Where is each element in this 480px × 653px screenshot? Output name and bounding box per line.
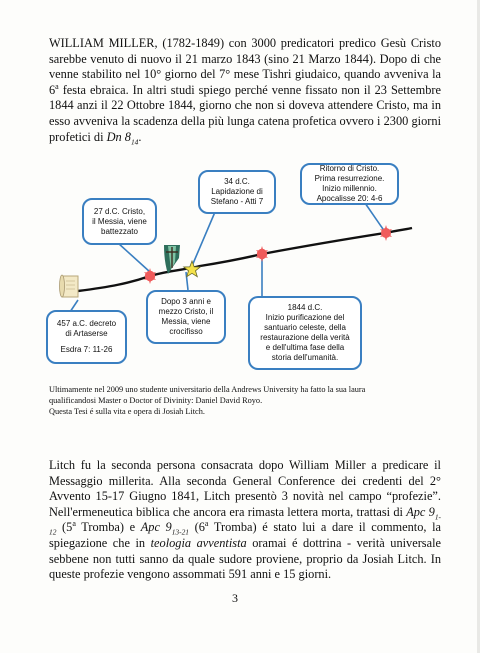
red-star-ritorno	[380, 225, 392, 241]
litch-text-a: Litch fu la seconda persona consacrata dopo William Miller a predicare il Messaggio millerita. Alla seconda General Conference dei credenti del 2° Avvento 15-17 Giugno 1841, Litch presentò 3 novità nel campo “profezie”. Nell'ermeneutica biblica che ancora era rimasta lettera morta, trattasi di	[49, 458, 441, 519]
connector-ritorno	[365, 203, 385, 232]
caption-line-3: Questa Tesi é sulla vita e opera di Josiah Litch.	[49, 407, 205, 416]
apc-reference-1: Apc 9	[406, 504, 435, 519]
page-number: 3	[232, 591, 238, 605]
connector-34	[192, 212, 215, 266]
red-star-27	[144, 268, 156, 284]
box-1844-sanctuary: 1844 d.C. Inizio purificazione del santuario celeste, della restaurazione della verità e dell'ultima fase della storia dell'umanità.	[248, 296, 362, 370]
box-return-of-christ: Ritorno di Cristo. Prima resurrezione. Inizio millennio. Apocalisse 20: 4-6	[300, 163, 399, 205]
daniel-reference-verse: 14	[130, 137, 139, 147]
box-34-dc-stephen: 34 d.C. Lapidazione di Stefano - Atti 7	[198, 170, 276, 214]
daniel-reference: Dn 8	[106, 129, 131, 144]
intro-text-b: festa ebraica. In altri studi spiego perché venne fissato non il 23 Settembre 1844 anzi il 22 Ottobre 1844, giorno che non si doveva attendere Cristo, ma in esso avveniva la scadenza della più lunga catena profetica ovvero i 2300 giorni profetici di	[49, 82, 441, 144]
apc-reference-2-verses: 13-21	[171, 527, 189, 537]
intro-end: .	[138, 129, 142, 144]
caption-line-1: Ultimamente nel 2009 uno studente universitario della Andrews University ha fatto la sua laura	[49, 385, 366, 394]
intro-paragraph	[49, 36, 441, 145]
apc-reference-1-verses: 1-12	[49, 512, 442, 537]
box-27-dc-baptism: 27 d.C. Cristo, il Messia, viene battezzato	[82, 198, 157, 245]
apc-reference-2: Apc 9	[140, 520, 172, 535]
box-457-ac-decree: 457 a.C. decreto di Artaserse Esdra 7: 11-26	[46, 310, 127, 364]
crucifix-image	[164, 245, 180, 274]
william-miller-name: WILLIAM MILLER,	[49, 36, 158, 50]
yellow-star-34	[184, 261, 201, 277]
connector-dopo	[186, 272, 188, 290]
box-crucifixion: Dopo 3 anni e mezzo Cristo, il Messia, viene crocifisso	[146, 290, 226, 344]
ordinal-superscript: a	[55, 81, 59, 91]
connector-27	[118, 243, 150, 272]
scroll-icon	[60, 275, 79, 297]
intro-text-a: (1782-1849) con 3000 predicatori predico Gesù Cristo sarebbe venuto di nuovo il 21 marzo 1843 (sino 21 Marzo 1844). Dopo di che venne stabilito nel 10° giorno del 7° mese Tishri giudaico, quando avveniva la 6	[49, 36, 442, 97]
litch-paragraph: Litch fu la seconda persona consacrata dopo William Miller a predicare il Messaggio millerita. Alla seconda General Conference dei credenti del 2° Avvento 15-17 Giugno 1841, Litch presentò 3 novità nel campo “profezie”. Nell'ermeneutica biblica che ancora era rimasta lettera morta, trattasi di Apc $9_{1-12}$ (5$^a$ Tromba) e Apc $9_{13-21}$ (6$^a$ Tromba) é stato lui a dare il commento, la spiegazione che in teologia avventista oramai é dottrina - verità universale sebbene non tutti sanno da quale sudore proviene, proprio da Josiah Litch. In queste profezie vengono assommati 591 anni e 15 giorni.	[49, 458, 442, 582]
thesis-caption	[49, 384, 449, 417]
caption-line-2: qualificandosi Master o Doctor of Divinity: Daniel David Royo.	[49, 396, 263, 405]
red-star-1844	[256, 246, 268, 262]
adventist-theology-term: teologia avventista	[150, 535, 247, 550]
